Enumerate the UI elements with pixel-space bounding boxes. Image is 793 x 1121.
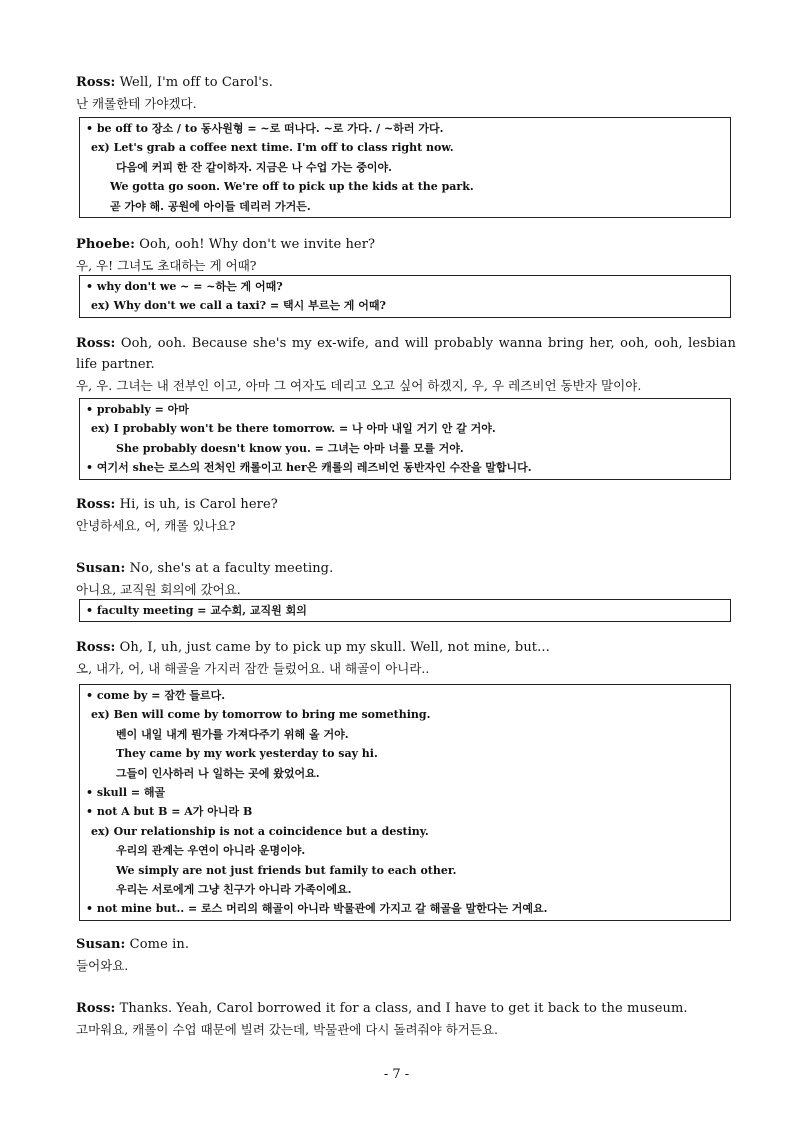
dialogue-block (76, 333, 736, 475)
english-text: Oh, I, uh, just came by to pick up my skull. Well, not mine, but... (115, 640, 550, 655)
note-line: • why don't we ~ = ~하는 게 어때? (86, 280, 283, 293)
note-line: 곧 가야 해. 공원에 아이들 데리러 가거든. (110, 199, 311, 213)
english-line (76, 998, 736, 1019)
dialogue-block (76, 998, 736, 1040)
note-line: 우리의 관계는 우연이 아니라 운명이야. (116, 844, 306, 858)
english-line (76, 234, 736, 255)
note-line: • probably = 아마 (86, 403, 189, 416)
speaker-name: Susan: (76, 937, 126, 952)
speaker-name: Ross: (76, 1001, 116, 1016)
dialogue-block (76, 494, 736, 536)
speaker-name: Ross: (76, 497, 116, 512)
korean-translation: 안녕하세요, 어, 캐롤 있나요? (76, 518, 236, 533)
note-line: 그들이 인사하러 나 일하는 곳에 왔었어요. (116, 766, 320, 780)
korean-translation: 고마워요, 캐롤이 수업 때문에 빌려 갔는데, 박물관에 다시 돌려줘야 하거든요. (76, 1022, 499, 1037)
note-line: ex) Let's grab a coffee next time. I'm off to class right now. (91, 141, 454, 155)
korean-translation: 우, 우. 그녀는 내 전부인 이고, 아마 그 여자도 데리고 오고 싶어 하겠지, 우, 우 레즈비언 동반자 말이야. (76, 378, 642, 393)
note-box (79, 117, 731, 218)
note-line: They came by my work yesterday to say hi. (116, 747, 378, 761)
dialogue-block (76, 558, 736, 617)
english-text: Ooh, ooh! Why don't we invite her? (135, 237, 376, 252)
note-line: ex) I probably won't be there tomorrow. = 나 아마 내일 거기 안 갈 거야. (91, 422, 496, 436)
note-line: • be off to 장소 / to 동사원형 = ~로 떠나다. ~로 가다. / ~하러 가다. (86, 122, 444, 135)
korean-translation: 들어와요. (76, 958, 129, 973)
note-line: • not A but B = A가 아니라 B (86, 805, 253, 819)
speaker-name: Phoebe: (76, 237, 136, 252)
note-line: • 여기서 she는 로스의 전처인 캐롤이고 her은 캐롤의 레즈비언 동반자인 수잔을 말합니다. (86, 461, 532, 475)
korean-translation: 우, 우! 그녀도 초대하는 게 어때? (76, 258, 257, 273)
dialogue-block (76, 637, 736, 916)
note-line: 벤이 내일 내게 뭔가를 가져다주기 위해 올 거야. (116, 727, 349, 741)
note-line: We gotta go soon. We're off to pick up the kids at the park. (110, 180, 474, 194)
korean-translation: 아니요, 교직원 회의에 갔어요. (76, 582, 241, 597)
note-box (79, 275, 731, 318)
english-line (76, 72, 736, 93)
note-line: We simply are not just friends but family to each other. (116, 863, 457, 877)
speaker-name: Susan: (76, 561, 126, 576)
korean-translation: 오, 내가, 어, 내 해골을 가지러 잠깐 들렀어요. 내 해골이 아니라.. (76, 661, 430, 676)
english-line (76, 934, 736, 955)
dialogue-block (76, 234, 736, 313)
english-line (76, 637, 736, 658)
note-line: ex) Our relationship is not a coincidence but a destiny. (91, 824, 429, 838)
note-box (79, 599, 731, 622)
dialogue-block (76, 72, 736, 213)
speaker-name: Ross: (76, 75, 116, 90)
korean-translation: 난 캐롤한테 가야겠다. (76, 96, 197, 111)
english-line (76, 494, 736, 515)
note-line: She probably doesn't know you. = 그녀는 아마 너를 모를 거야. (116, 441, 464, 455)
note-box (79, 684, 731, 921)
english-text: No, she's at a faculty meeting. (125, 561, 334, 576)
english-text: Well, I'm off to Carol's. (115, 75, 273, 90)
english-line (76, 333, 736, 375)
note-line: ex) Ben will come by tomorrow to bring me something. (91, 708, 431, 722)
note-box (79, 398, 731, 480)
note-line: • come by = 잠깐 들르다. (86, 689, 226, 702)
english-text: Thanks. Yeah, Carol borrowed it for a class, and I have to get it back to the museum. (115, 1001, 688, 1016)
english-text: Ooh, ooh. Because she's my ex-wife, and will probably wanna bring her, ooh, ooh, lesbian life partner. (76, 336, 736, 372)
note-line: ex) Why don't we call a taxi? = 택시 부르는 게 어때? (91, 299, 386, 313)
note-line: 다음에 커피 한 잔 같이하자. 지금은 나 수업 가는 중이야. (116, 160, 392, 174)
speaker-name: Ross: (76, 336, 116, 351)
page-number: - 7 - (383, 1067, 410, 1082)
note-line: • faculty meeting = 교수회, 교직원 회의 (86, 604, 307, 617)
dialogue-block (76, 934, 736, 976)
note-line: • skull = 해골 (86, 786, 166, 800)
note-line: 우리는 서로에게 그냥 친구가 아니라 가족이에요. (116, 883, 352, 897)
english-line (76, 558, 736, 579)
note-line: • not mine but.. = 로스 머리의 해골이 아니라 박물관에 가지고 갈 해골을 말한다는 거예요. (86, 902, 548, 916)
english-text: Come in. (125, 937, 190, 952)
speaker-name: Ross: (76, 640, 116, 655)
english-text: Hi, is uh, is Carol here? (115, 497, 278, 512)
